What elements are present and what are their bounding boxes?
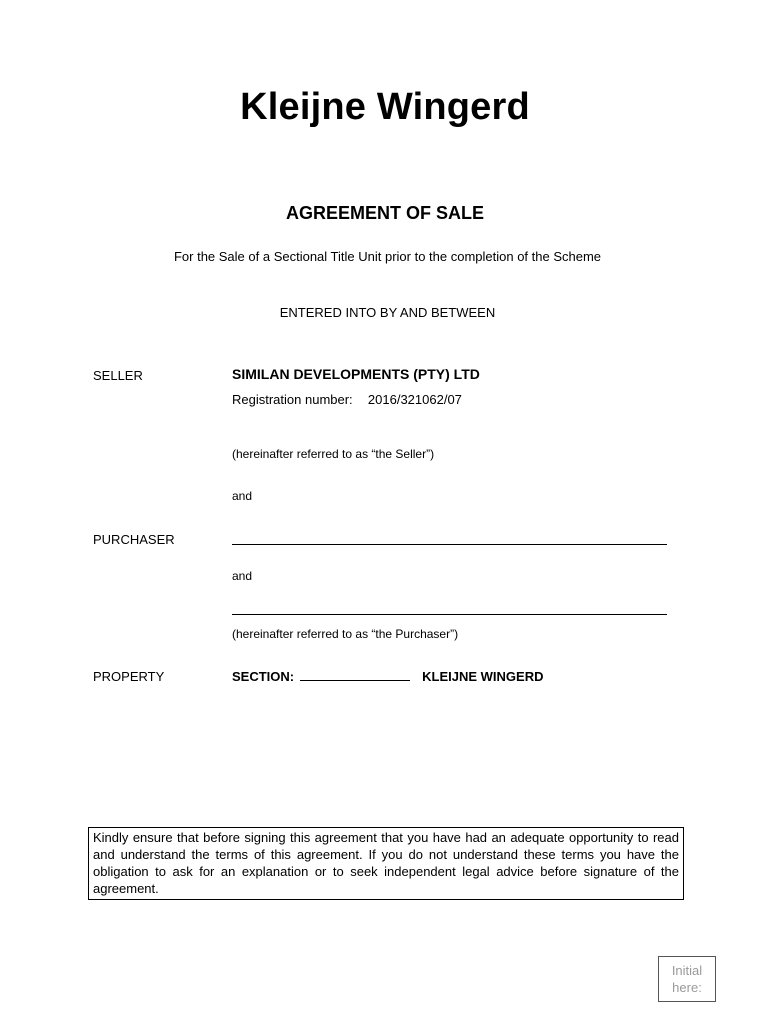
- document-title: Kleijne Wingerd: [240, 86, 530, 128]
- and-connector-1: and: [232, 489, 253, 503]
- seller-name: SIMILAN DEVELOPMENTS (PTY) LTD: [232, 366, 480, 382]
- seller-registration: [232, 392, 462, 407]
- and-connector-2: and: [232, 569, 253, 583]
- scheme-name: KLEIJNE WINGERD: [422, 669, 544, 684]
- registration-number: 2016/321062/07: [367, 392, 462, 407]
- property-section-row: [232, 668, 543, 684]
- property-label: PROPERTY: [93, 669, 165, 684]
- seller-referred-text: (hereinafter referred to as “the Seller”): [232, 447, 435, 461]
- agreement-heading: AGREEMENT OF SALE: [285, 203, 484, 223]
- entered-into-text: ENTERED INTO BY AND BETWEEN: [279, 305, 496, 320]
- purchaser-referred-text: (hereinafter referred to as “the Purchaser”): [232, 627, 459, 641]
- purchaser-label: PURCHASER: [93, 532, 175, 547]
- initial-label-line1: Initial: [671, 963, 703, 978]
- section-label: SECTION:: [232, 669, 295, 684]
- registration-label: Registration number:: [232, 392, 353, 407]
- initial-here-box[interactable]: [658, 956, 716, 1002]
- legal-advice-notice: Kindly ensure that before signing this agreement that you have had an adequate opportunity to read and understand the terms of this agreement. If you do not understand these terms you have the obligation to ask for an explanation or to seek independent legal advice before signature of the agreement.: [88, 827, 684, 900]
- section-number-blank[interactable]: [300, 668, 410, 681]
- initial-label-line2: here:: [672, 980, 702, 995]
- purchaser-name-blank-1[interactable]: [232, 544, 667, 545]
- seller-label: SELLER: [93, 368, 143, 383]
- agreement-subtitle: For the Sale of a Sectional Title Unit prior to the completion of the Scheme: [173, 249, 602, 264]
- purchaser-name-blank-2[interactable]: [232, 614, 667, 615]
